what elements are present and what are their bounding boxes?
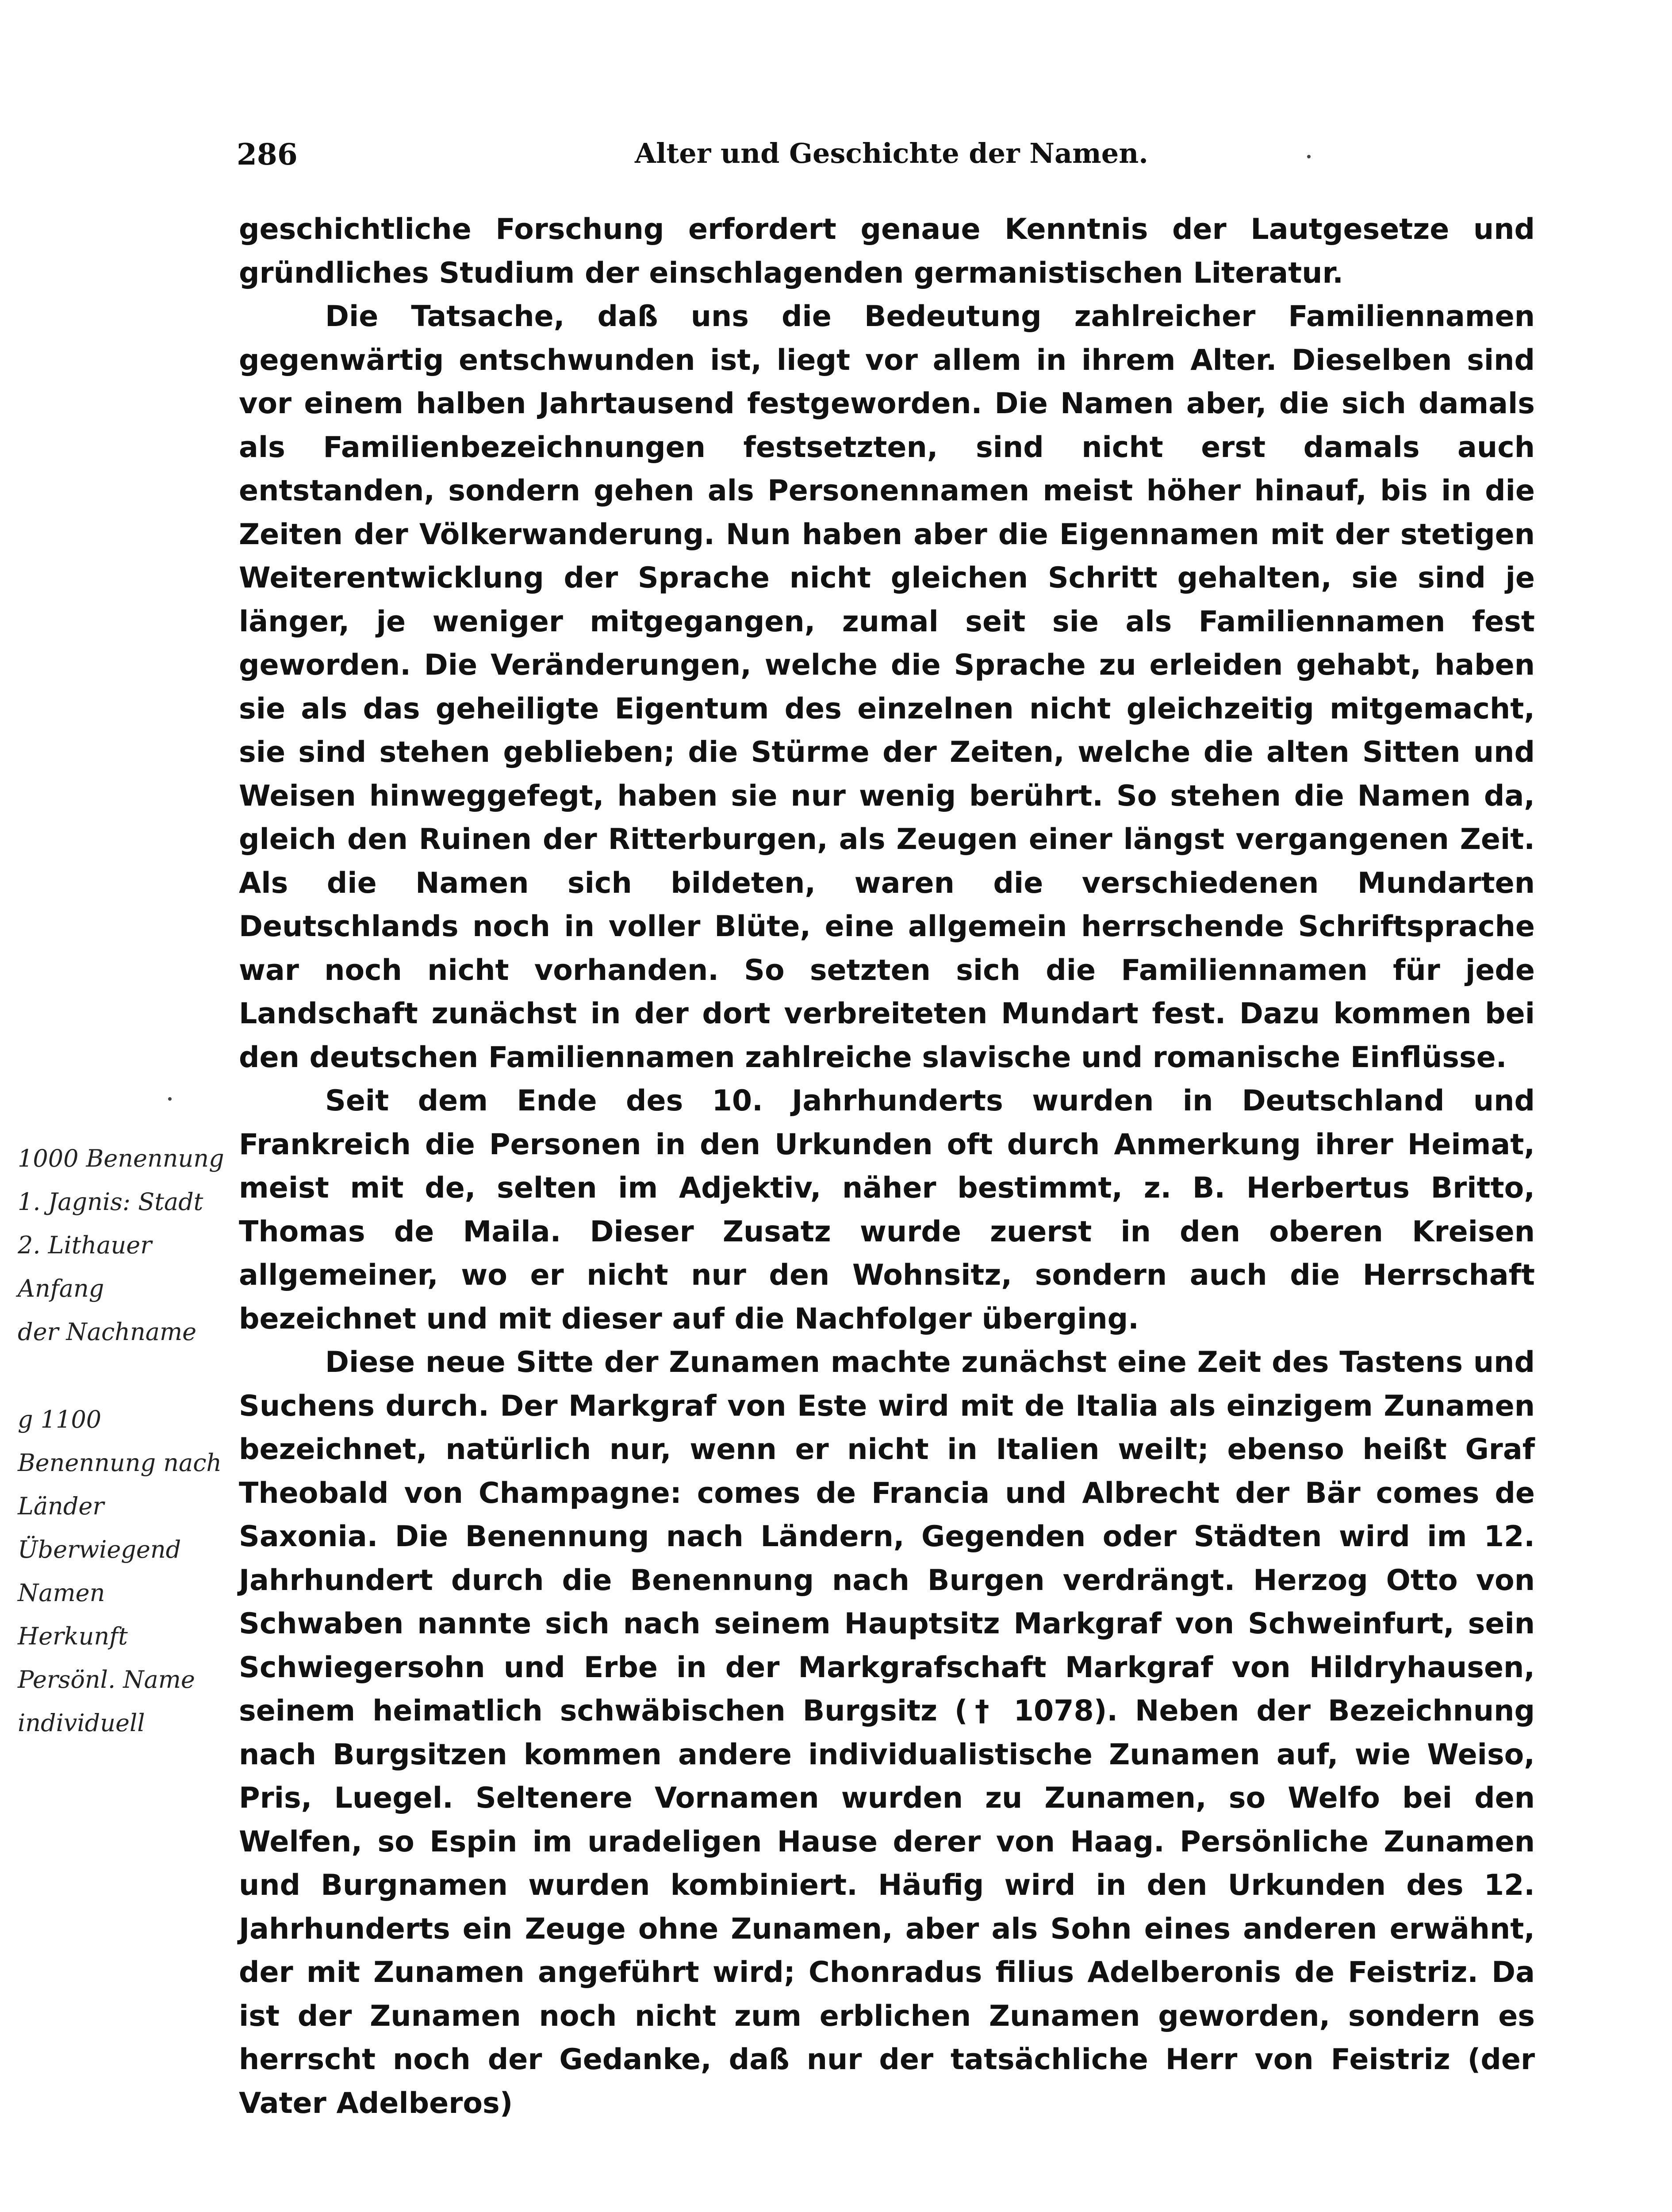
scan-speck	[1307, 155, 1311, 158]
scan-speck	[168, 1097, 172, 1101]
margin-note: der Nachname	[18, 1318, 197, 1346]
body-text	[239, 208, 1535, 2125]
margin-note: Benennung nach	[18, 1449, 222, 1477]
running-head: Alter und Geschichte der Namen.	[635, 137, 1148, 169]
margin-note: Persönl. Name	[18, 1666, 195, 1694]
page-header	[237, 128, 1519, 181]
margin-note: g 1100	[18, 1406, 102, 1433]
margin-note: Namen	[18, 1579, 105, 1607]
margin-note: 1. Jagnis: Stadt	[18, 1188, 203, 1216]
margin-note: 2. Lithauer	[18, 1231, 152, 1259]
paragraph: Seit dem Ende des 10. Jahrhunderts wurden in Deutschland und Frankreich die Personen in den Urkunden oft durch Anmerkung ihrer Heimat, meist mit de, selten im Adjektiv, näher bestimmt, z. B. Herbertus Britto, Thomas de Maila. Dieser Zusatz wurde zuerst in den oberen Kreisen allgemeiner, wo er nicht nur den Wohnsitz, sondern auch die Herrschaft bezeichnet und mit dieser auf die Nachfolger überging.	[239, 1084, 1535, 1336]
paragraph: Die Tatsache, daß uns die Bedeutung zahlreicher Familiennamen gegenwärtig entschwunden ist, liegt vor allem in ihrem Alter. Dieselben sind vor einem halben Jahrtausend festgeworden. Die Namen aber, die sich damals als Familienbezeichnungen festsetzten, sind nicht erst damals auch entstanden, sondern gehen als Personennamen meist höher hinauf, bis in die Zeiten der Völkerwanderung. Nun haben aber die Eigennamen mit der stetigen Weiterentwicklung der Sprache nicht gleichen Schritt gehalten, sie sind je länger, je weniger mitgegangen, zumal seit sie als Familiennamen fest geworden. Die Veränderungen, welche die Sprache zu erleiden gehabt, haben sie als das geheiligte Eigentum des einzelnen nicht gleichzeitig mitgemacht, sie sind stehen geblieben; die Stürme der Zeiten, welche die alten Sitten und Weisen hinweggefegt, haben sie nur wenig berührt. So stehen die Namen da, gleich den Ruinen der Ritterburgen, als Zeugen einer längst vergangenen Zeit. Als die Namen sich bildeten, waren die verschiedenen Mundarten Deutschlands noch in voller Blüte, eine allgemein herrschende Schriftsprache war noch nicht vorhanden. So setzten sich die Familiennamen für jede Landschaft zunächst in der dort verbreiteten Mundart fest. Dazu kommen bei den deutschen Familiennamen zahlreiche slavische und romanische Einflüsse.	[239, 300, 1535, 1074]
page-number: 286	[237, 137, 298, 172]
margin-note: Herkunft	[18, 1622, 128, 1650]
margin-note: Anfang	[18, 1275, 104, 1302]
paragraph: Diese neue Sitte der Zunamen machte zunächst eine Zeit des Tastens und Suchens durch. Der Markgraf von Este wird mit de Italia als einzigem Zunamen bezeichnet, natürlich nur, wenn er nicht in Italien weilt; ebenso heißt Graf Theobald von Champagne: comes de Francia und Albrecht der Bär comes de Saxonia. Die Benennung nach Ländern, Gegenden oder Städten wird im 12. Jahrhundert durch die Benennung nach Burgen verdrängt. Herzog Otto von Schwaben nannte sich nach seinem Hauptsitz Markgraf von Schweinfurt, sein Schwiegersohn und Erbe in der Markgrafschaft Markgraf von Hildryhausen, seinem heimatlich schwäbischen Burgsitz († 1078). Neben der Bezeichnung nach Burgsitzen kommen andere individualistische Zunamen auf, wie Weiso, Pris, Luegel. Seltenere Vornamen wurden zu Zunamen, so Welfo bei den Welfen, so Espin im uradeligen Hause derer von Haag. Persönliche Zunamen und Burgnamen wurden kombiniert. Häufig wird in den Urkunden des 12. Jahrhunderts ein Zeuge ohne Zunamen, aber als Sohn eines anderen erwähnt, der mit Zunamen angeführt wird; Chonradus filius Adelberonis de Feistriz. Da ist der Zunamen noch nicht zum erblichen Zunamen geworden, sondern es herrscht noch der Gedanke, daß nur der tatsächliche Herr von Feistriz (der Vater Adelberos)	[239, 1346, 1535, 2120]
margin-note: individuell	[18, 1709, 145, 1737]
handwritten-margin-notes	[18, 1137, 248, 1745]
margin-note: Überwiegend	[18, 1536, 181, 1563]
margin-note: Länder	[18, 1492, 104, 1520]
margin-note: 1000 Benennung	[18, 1144, 224, 1172]
paragraph-continuation: geschichtliche Forschung erfordert genaue Kenntnis der Lautgesetze und gründliches Studium der einschlagenden germanistischen Literatur.	[239, 213, 1535, 290]
